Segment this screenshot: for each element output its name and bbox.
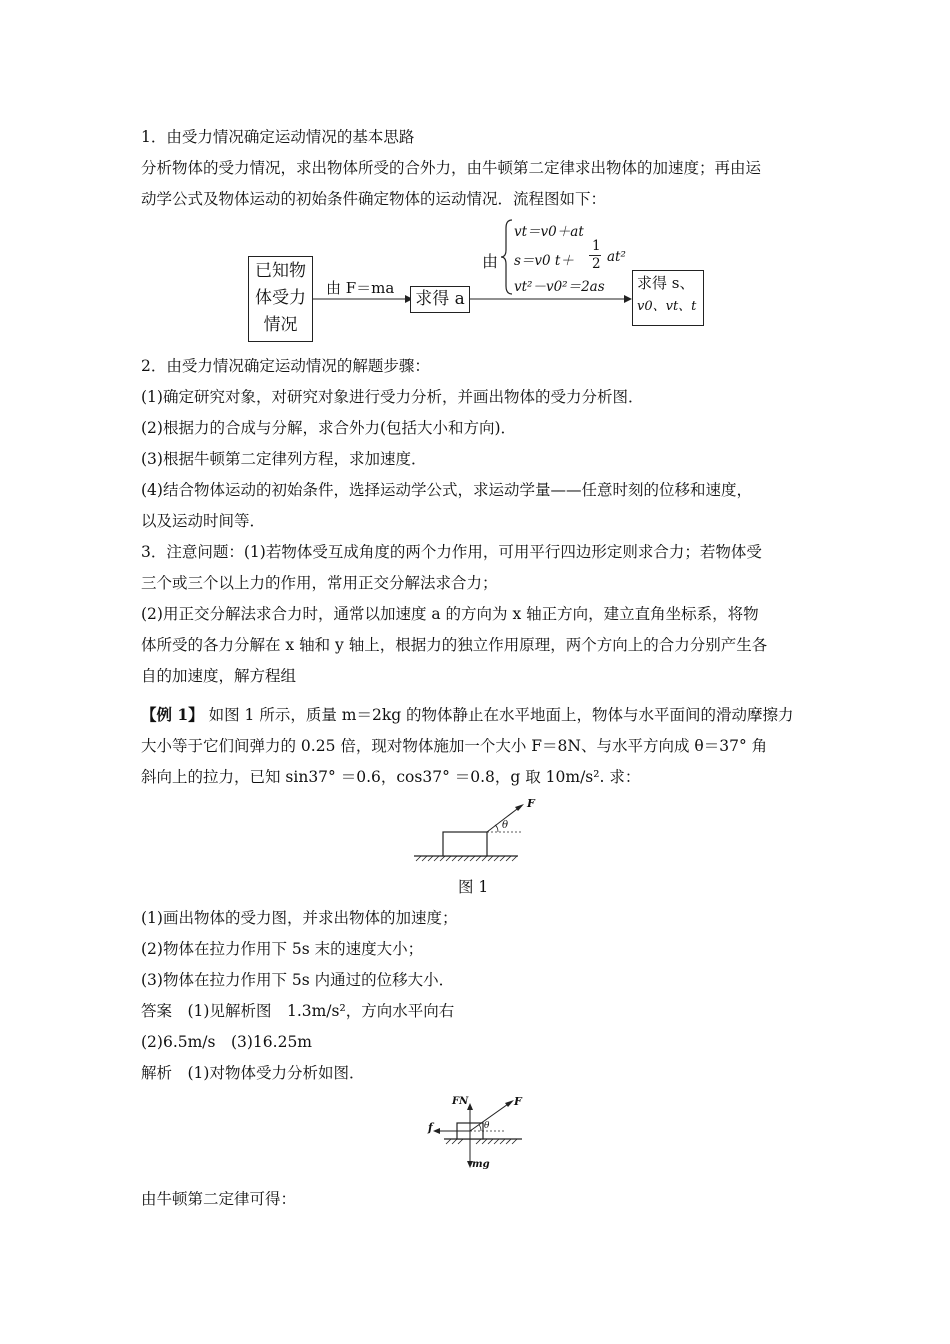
example-line3: 斜向上的拉力，已知 sin37° ＝0.6，cos37° ＝0.8，g 取 10m/s². 求： bbox=[141, 768, 641, 786]
figure2-pull-arrowhead bbox=[505, 1100, 514, 1107]
question3: (3)物体在拉力作用下 5s 内通过的位移大小． bbox=[141, 971, 455, 989]
figure2-label-F: F bbox=[514, 1095, 522, 1108]
section2-step3: (3)根据牛顿第二定律列方程，求加速度． bbox=[141, 450, 427, 468]
flow-box3-line2: v0、vt、t bbox=[637, 299, 697, 314]
flow-eq3: vt²－v0²＝2as bbox=[514, 279, 605, 295]
flow-eq2-num: 1 bbox=[592, 238, 601, 254]
section1-paragraph-line2: 动学公式及物体运动的初始条件确定物体的运动情况．流程图如下： bbox=[141, 190, 607, 208]
figure1-block bbox=[443, 832, 487, 856]
figure2-label-theta: θ bbox=[484, 1121, 490, 1131]
section3-line5: 自的加速度，解方程组 bbox=[141, 667, 297, 685]
figure1-caption: 图 1 bbox=[458, 878, 489, 896]
answer-line1: 答案 (1)见解析图 1.3m/s²，方向水平向右 bbox=[141, 1002, 455, 1020]
figure2-label-mg: mg bbox=[472, 1159, 490, 1170]
section2-step4-line2: 以及运动时间等． bbox=[141, 512, 266, 530]
flow-arrow2-prefix: 由 bbox=[482, 252, 499, 271]
flow-eq2-right: at² bbox=[607, 249, 626, 265]
flow-box-acceleration: 求得 a bbox=[410, 286, 470, 313]
flow-box1-line2: 体受力 bbox=[255, 288, 306, 308]
example-tag: 【例 1】 bbox=[141, 705, 204, 724]
figure1-ground-hatching bbox=[416, 856, 517, 861]
figure2-friction-arrowhead bbox=[433, 1128, 440, 1134]
flow-box1-line1: 已知物 bbox=[255, 261, 306, 281]
figure1-diagram bbox=[410, 798, 525, 868]
section3-line2: 三个或三个以上力的作用，常用正交分解法求合力； bbox=[141, 574, 498, 592]
section1-heading: 1．由受力情况确定运动情况的基本思路 bbox=[141, 128, 415, 146]
flow-arrow2 bbox=[470, 294, 632, 304]
figure2-label-f: f bbox=[428, 1121, 433, 1134]
flow-eq2-den: 2 bbox=[592, 256, 601, 272]
example-line1-text: 如图 1 所示，质量 m＝2kg 的物体静止在水平地面上，物体与水平面间的滑动摩擦力 bbox=[203, 706, 794, 724]
flow-eq1: vt＝v0＋at bbox=[514, 224, 584, 240]
section3-line1: 3．注意问题：(1)若物体受互成角度的两个力作用，可用平行四边形定则求合力；若物体受 bbox=[141, 543, 762, 561]
flow-box3-line1: 求得 s、 bbox=[637, 274, 695, 292]
section2-heading: 2．由受力情况确定运动情况的解题步骤： bbox=[141, 357, 430, 375]
final-line: 由牛顿第二定律可得： bbox=[141, 1190, 297, 1208]
example-line2: 大小等于它们间弹力的 0.25 倍，现对物体施加一个大小 F＝8N、与水平方向成 θ＝37° 角 bbox=[141, 737, 768, 755]
section3-line4: 体所受的各力分解在 x 轴和 y 轴上，根据力的独立作用原理，两个方向上的合力分别产生各 bbox=[141, 636, 768, 654]
solution-line: 解析 (1)对物体受力分析如图． bbox=[141, 1064, 365, 1082]
section2-step1: (1)确定研究对象，对研究对象进行受力分析，并画出物体的受力分析图． bbox=[141, 388, 644, 406]
question2: (2)物体在拉力作用下 5s 末的速度大小； bbox=[141, 940, 424, 958]
question1: (1)画出物体的受力图，并求出物体的加速度； bbox=[141, 909, 458, 927]
section2-step2: (2)根据力的合成与分解，求合外力(包括大小和方向)． bbox=[141, 419, 517, 437]
section1-paragraph-line1: 分析物体的受力情况，求出物体所受的合外力，由牛顿第二定律求出物体的加速度；再由运 bbox=[141, 159, 762, 177]
figure2-label-FN: FN bbox=[452, 1096, 469, 1107]
flowchart bbox=[240, 218, 710, 346]
figure2-pull-force bbox=[470, 1102, 511, 1131]
section2-step4-line1: (4)结合物体运动的初始条件，选择运动学公式，求运动学量——任意时刻的位移和速度， bbox=[141, 481, 752, 499]
flow-eq2-left: s＝v0 t＋ bbox=[514, 253, 574, 269]
example-line1 bbox=[141, 704, 821, 726]
flow-arrow1 bbox=[313, 294, 413, 304]
figure1-label-F: F bbox=[527, 797, 535, 810]
flow-box1-line3: 情况 bbox=[263, 315, 298, 335]
flow-box-result bbox=[632, 270, 704, 326]
figure1-label-theta: θ bbox=[502, 820, 509, 831]
flow-box-known-forces bbox=[248, 256, 313, 342]
flow-brace bbox=[500, 218, 514, 296]
answer-line2: (2)6.5m/s (3)16.25m bbox=[141, 1033, 313, 1051]
figure2-ground-hatching bbox=[446, 1139, 517, 1144]
section3-line3: (2)用正交分解法求合力时，通常以加速度 a 的方向为 x 轴正方向，建立直角坐标系，将物 bbox=[141, 605, 759, 623]
flow-arrow1-label: 由 F＝ma bbox=[326, 279, 395, 297]
